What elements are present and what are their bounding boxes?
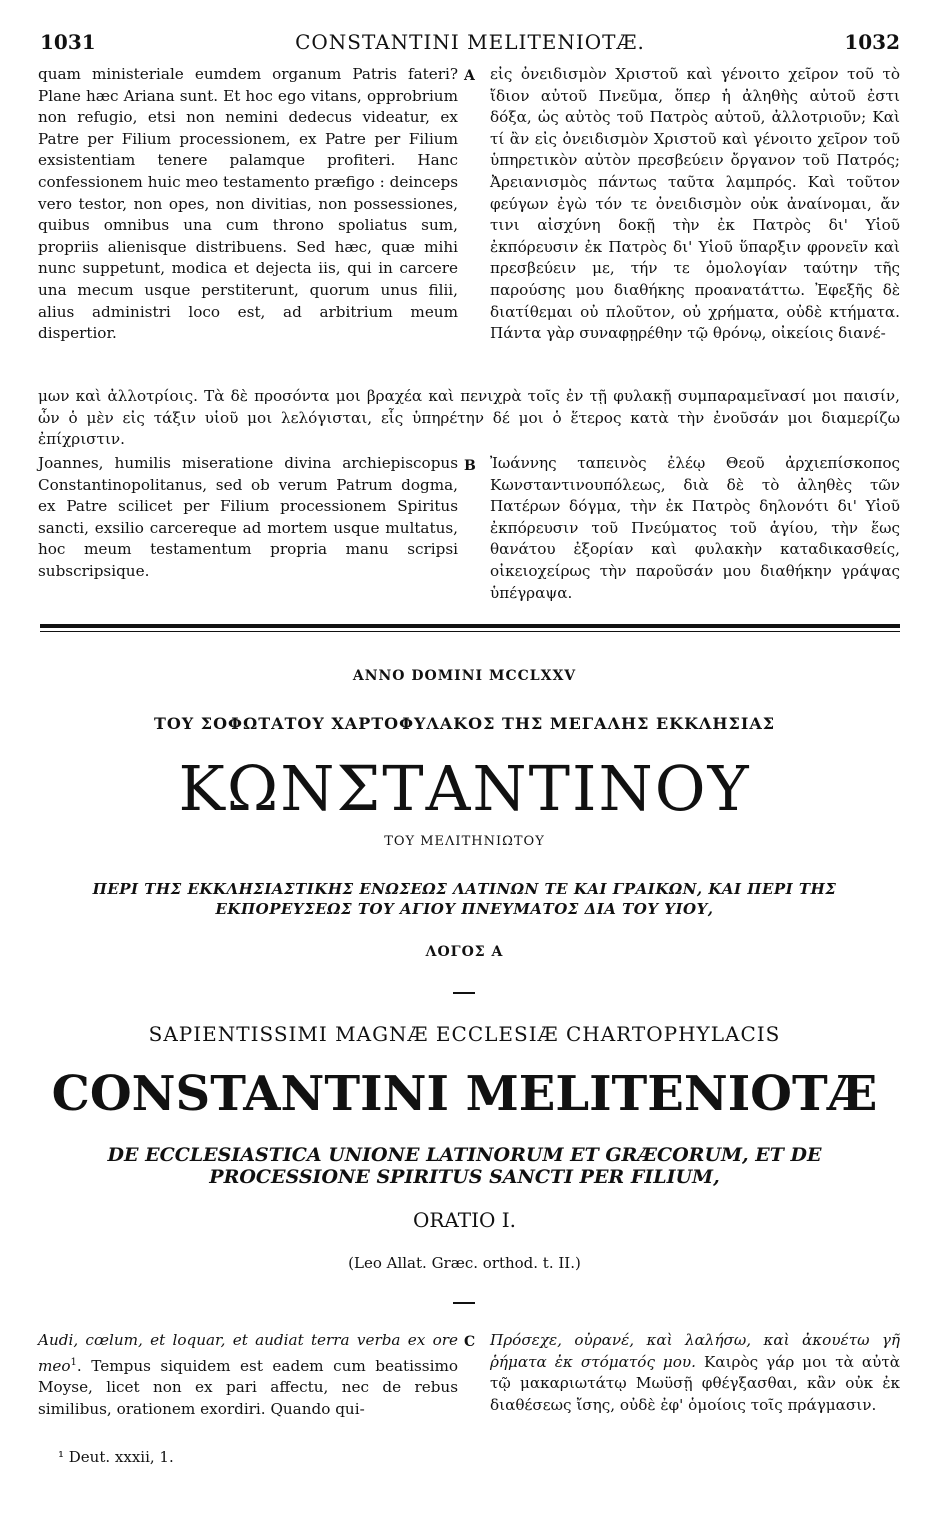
latin-title-prefix: SAPIENTISSIMI MAGNÆ ECCLESIÆ CHARTOPHYLACIS [148,1022,781,1046]
greek-column-top: εἰς ὀνειδισμὸν Χριστοῦ καὶ γένοιτο χεῖρον τοῦ τὸ ἴδιον αὐτοῦ Πνεῦμα, ὅπερ ἡ ἀληθὴς αὐτοῦ ἐστι δόξα, ὡς αὐτὸς τοῦ Πατρὸς αὐτοῦ, ἀλλοτριοῦν; Καὶ τί ἂν εἰς ὀνειδισμὸν Χριστοῦ καὶ γένοιτο χεῖρον τοῦ ὑπηρετικὸν αὐτὸν πρεσβεύειν ὄργανον τοῦ Πατρός; Ἀρειανισμὸς πάντως ταῦτα λαμπρός. Καὶ τοῦτον φεύγων ἐγὼ τόν τε ὀνειδισμὸν οὐκ ἀναίνομαι, ἄν τινι αἰσχύνη δοκῇ τὴν ἐκ Πατρὸς δι' Υἱοῦ ἐκπόρευσιν ἐκ Πατρὸς δι' Υἱοῦ ὕπαρξιν φρονεῖν καὶ πρεσβεύειν με, τήν τε ὁμολογίαν ταύτην τῆς παρούσης μου διαθήκης προανατάττω. Ἐφεξῆς δὲ διατίθεμαι οὐ πλοῦτον, οὐ χρήματα, οὐδὲ κτήματα. Πάντα γὰρ συναφῃρέθην τῷ θρόνῳ, οἰκείοις διανέ- [490,65,900,343]
latin-column-opening [38,1330,458,1420]
latin-column-testament: Joannes, humilis miseratione divina archiepiscopus Constantinopolitanus, sed ob verum Patrum dogma, ex Patre scilicet per Filium processionem Spiritus sancti, exsilio carcereque ad mortem usque multatus, hoc meum testamentum propria manu scripsi subscripsique. [38,454,458,580]
footnote-marker: 1 [70,1356,77,1368]
greek-title-prefix: ΤΟΥ ΣΟΦΩΤΑΤΟΥ ΧΑΡΤΟΦΥΛΑΚΟΣ ΤΗΣ ΜΕΓΑΛΗΣ ΕΚΚΛΗΣΙΑΣ [153,714,776,733]
page-number-right: 1032 [844,30,900,54]
greek-title-surname: ΤΟΥ ΜΕΛΙΤΗΝΙΩΤΟΥ [384,834,545,849]
latin-title-name: CONSTANTINI MELITENIOTÆ [51,1066,878,1122]
running-title: CONSTANTINI MELITENIOTÆ. [295,30,645,54]
source-reference: (Leo Allat. Græc. orthod. t. II.) [348,1254,581,1272]
running-header [40,30,900,60]
page-number-left: 1031 [40,30,96,54]
greek-column-testament: Ἰωάννης ταπεινὸς ἐλέῳ Θεοῦ ἀρχιεπίσκοπος Κωνσταντινουπόλεως, διὰ δὲ τὸ ἀληθὲς τῶν Πατέρων δόγμα, τὴν ἐκ Πατρὸς δηλονότι δι' Υἱοῦ ἐκπόρευσιν τοῦ Πνεύματος τοῦ ἁγίου, τὴν ἕως θανάτου ἐξορίαν καὶ φυλακὴν καταδικασθείς, οἰκειοχείρως τὴν παροῦσάν μου διαθήκην γράψας ὑπέγραψα. [490,454,900,602]
opening-quote-greek: Πρόσεχε, οὐρανέ, καὶ λαλήσω, καὶ ἀκουέτω γῆ ῥήματα ἐκ στόματός μου. [490,1331,900,1371]
latin-subject-line-2: PROCESSIONE SPIRITUS SANCTI PER FILIUM, [209,1166,720,1188]
latin-column-top: quam ministeriale eumdem organum Patris fateri? Plane hæc Ariana sunt. Et hoc ego vitans, opprobrium non refugio, etsi non nemini dedecus videatur, ex Patre per Filium processionem, ex Patre per Filium exsistentiam tenere palamque profiteri. Hanc confessionem huic meo testamento præfigo : deinceps vero testor, non opes, non divitias, non possessiones, quibus omnibus una cum throno spoliatus sum, propriis alienisque distribuens. Sed hæc, quæ mihi nunc suppetunt, modica et dejecta iis, qui in carcere una mecum usque perstiterunt, quorum unus filii, alius administri loco est, ad arbitrium meum dispertior. [38,65,458,343]
greek-column-opening [490,1330,900,1416]
greek-subject-line-2: ΕΚΠΟΡΕΥΣΕΩΣ ΤΟΥ ΑΓΙΟΥ ΠΝΕΥΜΑΤΟΣ ΔΙΑ ΤΟΥ ΥΙΟΥ, [215,900,714,918]
opening-quote-latin: Audi, cœlum, et loquar, et audiat terra verba ex ore meo [38,1331,458,1375]
latin-subject-line-1: DE ECCLESIASTICA UNIONE LATINORUM ET GRÆCORUM, ET DE [107,1144,822,1166]
opening-text-latin: . Tempus siquidem est eadem cum beatissimo Moyse, licet non ex pari affectu, nec de rebus similibus, orationem exordiri. Quando qui- [38,1356,458,1418]
title-divider-2 [453,1302,475,1304]
greek-subject-line-1: ΠΕΡΙ ΤΗΣ ΕΚΚΛΗΣΙΑΣΤΙΚΗΣ ΕΝΩΣΕΩΣ ΛΑΤΙΝΩΝ ΤΕ ΚΑΙ ΓΡΑΙΚΩΝ, ΚΑΙ ΠΕΡΙ ΤΗΣ [92,880,837,898]
opening-text-greek: Καιρὸς γάρ μοι τὰ αὐτὰ τῷ μακαριωτάτῳ Μωϋσῇ φθέγξασθαι, κἂν οὐκ ἐκ διαθέσεως ἴσης, οὐδὲ ἐφ' ὁμοίοις τοῖς πράγμασιν. [490,1352,901,1414]
greek-full-width-line: μων καὶ ἀλλοτρίοις. Τὰ δὲ προσόντα μοι βραχέα καὶ πενιχρὰ τοῖς ἐν τῇ φυλακῇ συμπαραμεῖνασί μοι παισίν, ὧν ὁ μὲν εἰς τάξιν υἱοῦ μοι λελόγισται, εἷς ὑπηρέτην δέ μοι ὁ ἕτερος κατὰ τὴν ἐνοῦσάν μοι διαμερίζω ἐπίχριστιν. [38,387,900,449]
double-rule-thick [40,624,900,628]
greek-title-name: ΚΩΝΣΤΑΝΤΙΝΟΥ [178,752,751,825]
title-divider-1 [453,992,475,994]
double-rule-thin [40,631,900,632]
margin-letter-c: C [464,1334,476,1350]
footnote: ¹ Deut. xxxii, 1. [58,1448,174,1466]
margin-letter-a: A [464,68,475,84]
greek-oratio-label: ΛΟΓΟΣ Α [425,944,504,960]
latin-oratio-label: ORATIO I. [412,1208,517,1232]
margin-letter-b: B [464,458,476,474]
anno-domini: ANNO DOMINI MCCLXXV [352,668,577,684]
